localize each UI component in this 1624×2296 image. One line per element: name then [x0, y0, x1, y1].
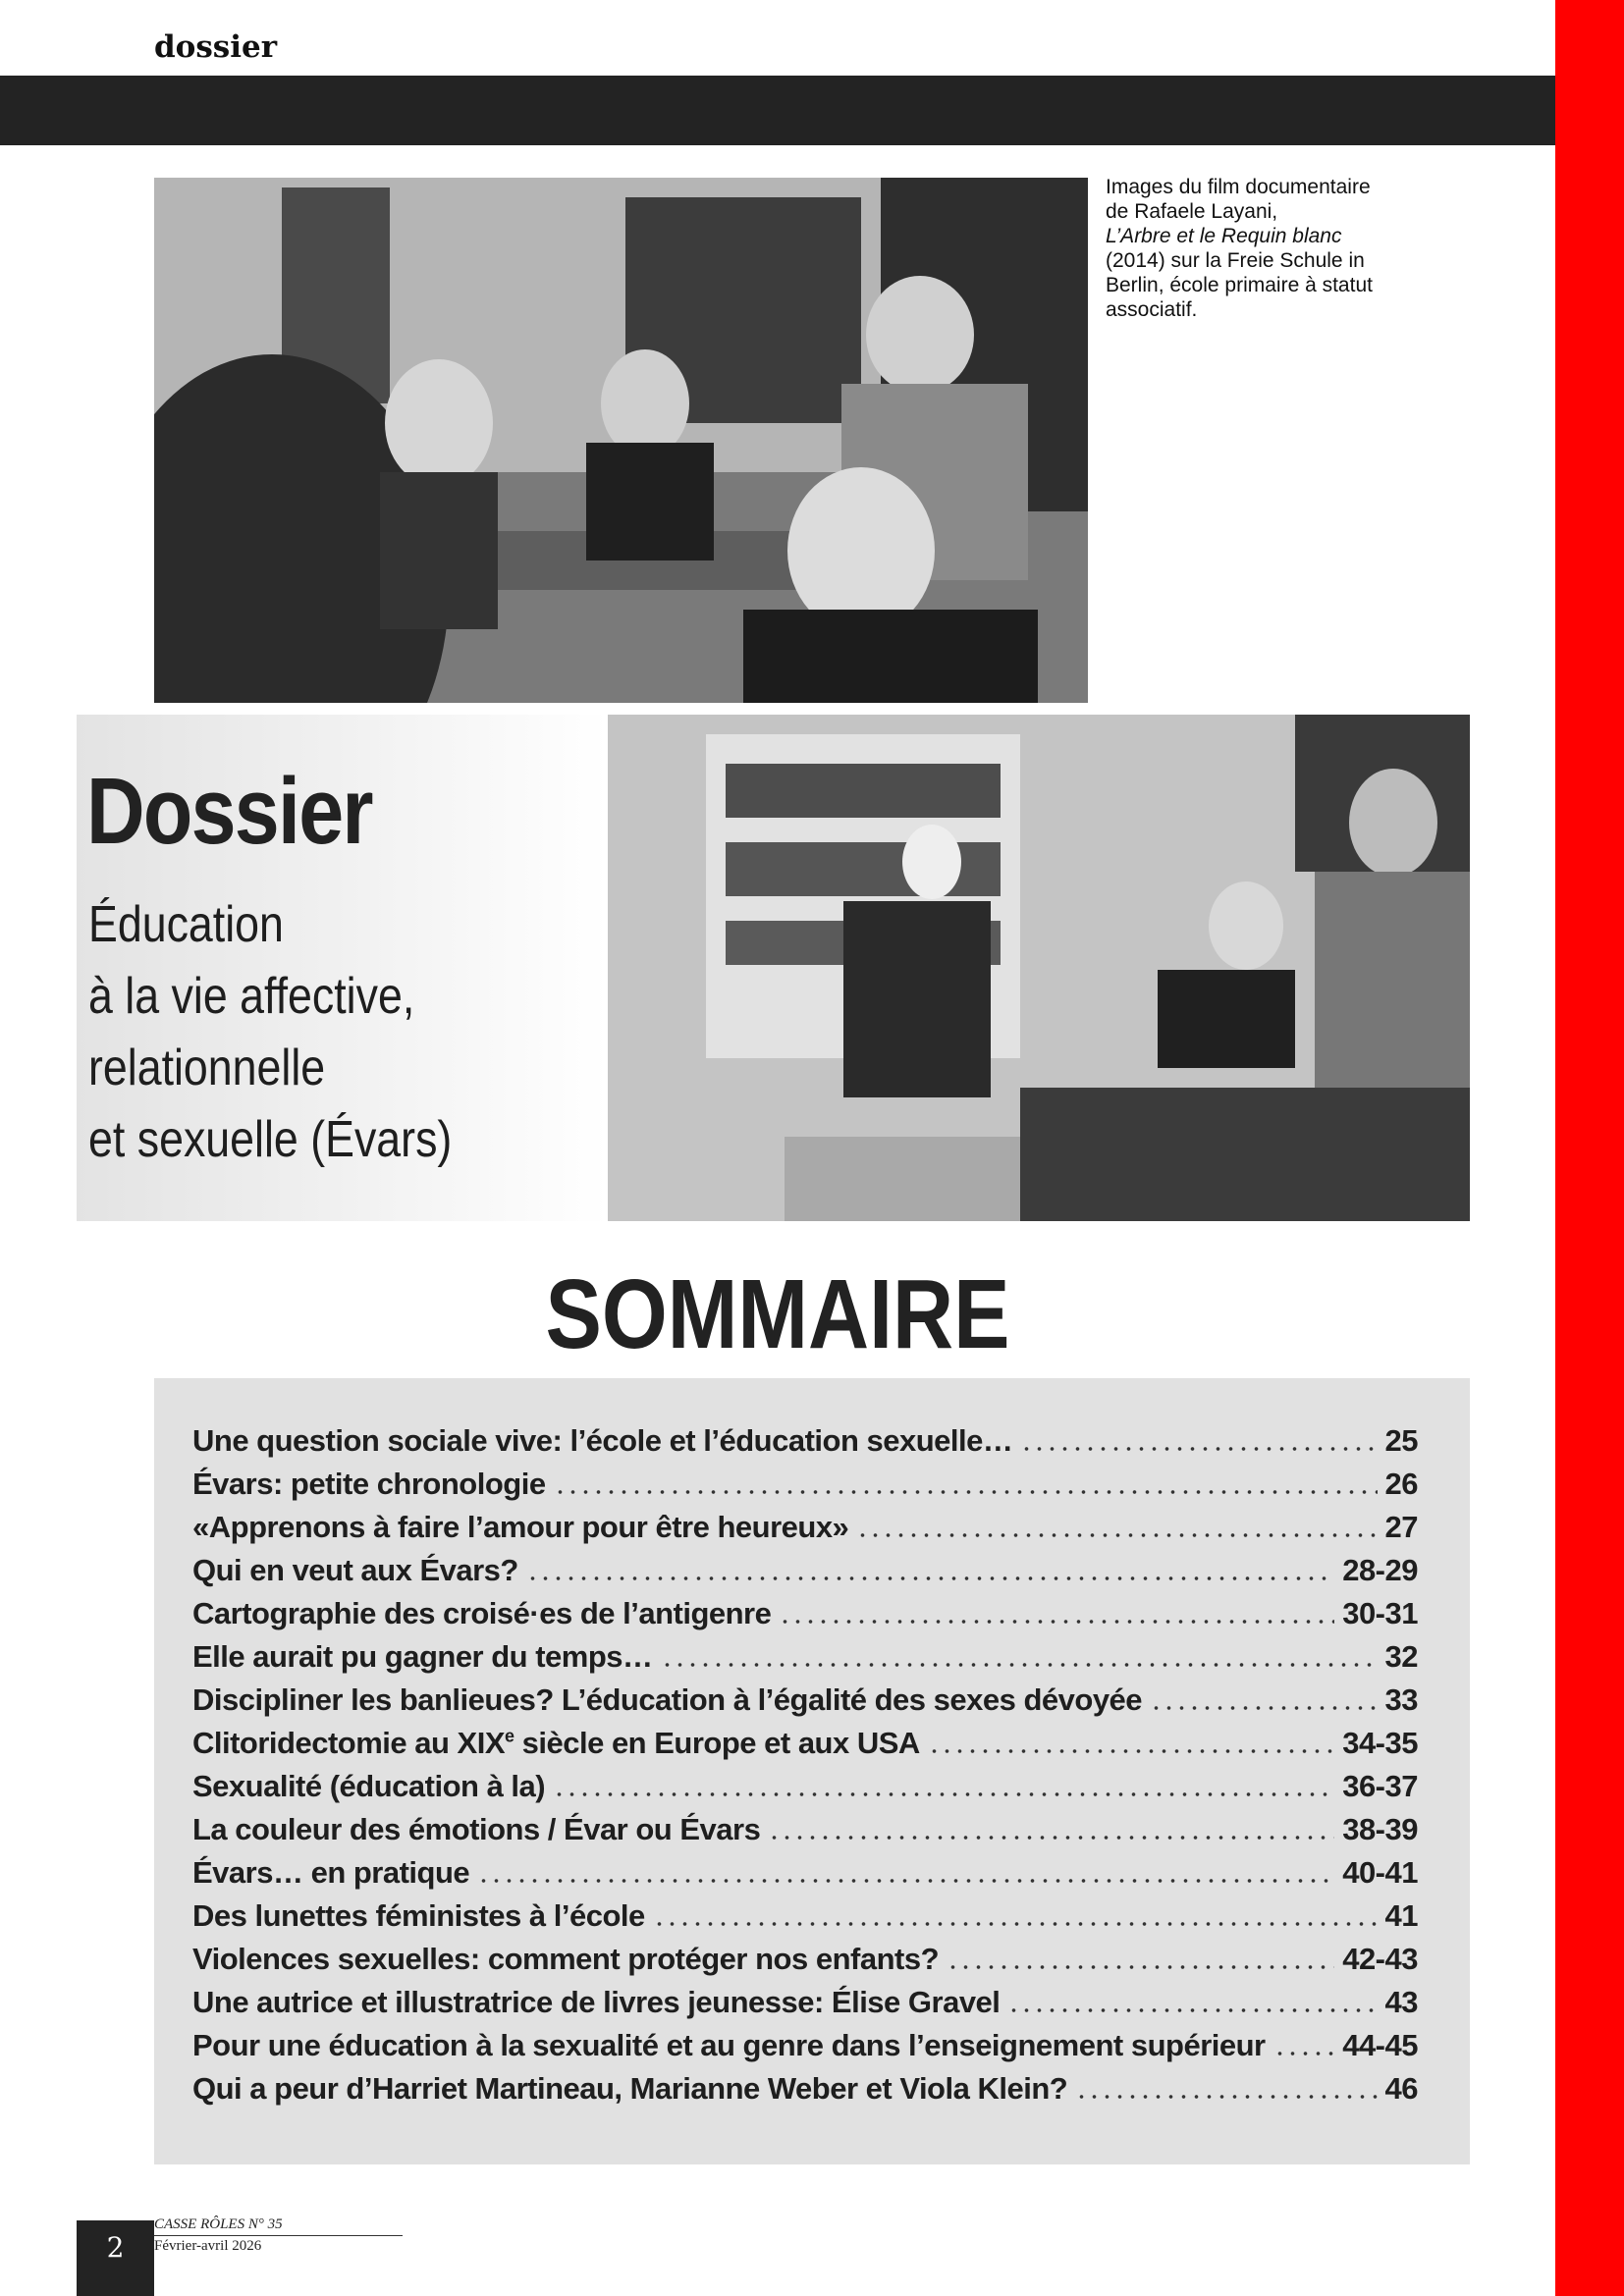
toc-title-part: siècle en Europe et aux USA: [514, 1726, 920, 1760]
toc-entry-page: 40-41: [1342, 1855, 1418, 1890]
subtitle-line: à la vie affective,: [88, 968, 415, 1025]
toc-entry-page: 25: [1384, 1423, 1418, 1458]
toc-leader-dots: [1020, 1447, 1377, 1451]
toc-entry[interactable]: [192, 1769, 1418, 1812]
toc-leader-dots: [779, 1620, 1334, 1624]
toc-entry-page: 44-45: [1342, 2028, 1418, 2062]
toc-leader-dots: [1273, 2052, 1335, 2056]
sommaire-heading: [0, 1258, 1555, 1371]
toc-entry-page: 32: [1384, 1639, 1418, 1674]
toc-entry-title: Des lunettes féministes à l’école: [192, 1898, 645, 1933]
caption-line: de Rafaele Layani,: [1106, 200, 1278, 223]
toc-entry[interactable]: [192, 2028, 1418, 2071]
toc-leader-dots: [661, 1663, 1378, 1667]
toc-entry-title: Qui en veut aux Évars?: [192, 1553, 518, 1587]
toc-title-superscript: e: [505, 1726, 514, 1746]
toc-leader-dots: [554, 1490, 1378, 1494]
toc-entry[interactable]: [192, 1985, 1418, 2028]
footer-magazine-issue: CASSE RÔLES N° 35: [154, 2216, 403, 2236]
toc-entry[interactable]: [192, 1510, 1418, 1553]
toc-entry-title: Discipliner les banlieues? L’éducation à l’égalité des sexes dévoyée: [192, 1682, 1143, 1717]
toc-entry-page: 42-43: [1342, 1942, 1418, 1976]
toc-leader-dots: [768, 1836, 1334, 1840]
table-of-contents: [192, 1423, 1418, 2114]
footer-date: Février-avril 2026: [154, 2238, 262, 2254]
toc-entry-title: Sexualité (éducation à la): [192, 1769, 546, 1803]
toc-entry[interactable]: [192, 1553, 1418, 1596]
toc-entry-title: Évars… en pratique: [192, 1855, 470, 1890]
toc-entry[interactable]: [192, 1726, 1418, 1769]
toc-leader-dots: [856, 1533, 1377, 1537]
subtitle-line: relationnelle: [88, 1040, 326, 1096]
toc-entry-page: 26: [1384, 1467, 1418, 1501]
toc-entry-title: «Apprenons à faire l’amour pour être heureux»: [192, 1510, 849, 1544]
toc-entry-title: Elle aurait pu gagner du temps…: [192, 1639, 653, 1674]
toc-entry-title: Une autrice et illustratrice de livres jeunesse: Élise Gravel: [192, 1985, 1001, 2019]
toc-entry[interactable]: [192, 1467, 1418, 1510]
toc-entry[interactable]: [192, 1855, 1418, 1898]
toc-entry-title: Évars: petite chronologie: [192, 1467, 546, 1501]
toc-leader-dots: [526, 1576, 1334, 1580]
toc-entry[interactable]: [192, 1596, 1418, 1639]
toc-leader-dots: [1007, 2008, 1377, 2012]
subtitle-line: Éducation: [88, 896, 284, 953]
header-band: [0, 76, 1555, 145]
toc-entry[interactable]: [192, 1898, 1418, 1942]
caption-line: associatif.: [1106, 298, 1198, 321]
documentary-photo-library: [608, 715, 1470, 1221]
toc-title-century: XIX: [457, 1726, 506, 1760]
dossier-title: Dossier: [86, 759, 372, 864]
toc-entry-page: 41: [1384, 1898, 1418, 1933]
caption-line: (2014) sur la Freie Schule in: [1106, 249, 1365, 272]
toc-entry-title: Pour une éducation à la sexualité et au genre dans l’enseignement supérieur: [192, 2028, 1266, 2062]
subtitle-line: et sexuelle (Évars): [88, 1111, 453, 1168]
toc-entry-page: 34-35: [1342, 1726, 1418, 1760]
toc-entry-title: [192, 1726, 920, 1761]
dossier-subtitle: [88, 889, 599, 1176]
caption-line: Images du film documentaire: [1106, 176, 1371, 198]
toc-entry[interactable]: [192, 1812, 1418, 1855]
toc-entry-title: Cartographie des croisé·es de l’antigenre: [192, 1596, 772, 1630]
toc-leader-dots: [1075, 2095, 1377, 2099]
toc-entry[interactable]: [192, 1423, 1418, 1467]
caption-line: Berlin, école primaire à statut: [1106, 274, 1373, 296]
toc-entry-page: 28-29: [1342, 1553, 1418, 1587]
toc-leader-dots: [928, 1749, 1334, 1753]
toc-entry-page: 33: [1384, 1682, 1418, 1717]
toc-entry-page: 43: [1384, 1985, 1418, 2019]
toc-entry-page: 30-31: [1342, 1596, 1418, 1630]
sommaire-heading-text: SOMMAIRE: [545, 1259, 1010, 1369]
toc-leader-dots: [653, 1922, 1378, 1926]
page-number: 2: [106, 2231, 125, 2264]
toc-leader-dots: [1150, 1706, 1377, 1710]
toc-entry[interactable]: [192, 1682, 1418, 1726]
toc-entry-page: 27: [1384, 1510, 1418, 1544]
toc-entry[interactable]: [192, 1639, 1418, 1682]
toc-entry-title: Qui a peur d’Harriet Martineau, Marianne Weber et Viola Klein?: [192, 2071, 1068, 2106]
toc-entry-page: 36-37: [1342, 1769, 1418, 1803]
red-side-band: [1555, 0, 1624, 2296]
photo-caption: [1106, 175, 1430, 322]
toc-entry-title: La couleur des émotions / Évar ou Évars: [192, 1812, 761, 1846]
section-label: dossier: [154, 29, 278, 65]
footer-publication: [154, 2216, 403, 2255]
toc-entry-page: 38-39: [1342, 1812, 1418, 1846]
documentary-photo-classroom: [154, 178, 1088, 703]
toc-title-part: Clitoridectomie au: [192, 1726, 458, 1760]
toc-leader-dots: [947, 1965, 1334, 1969]
toc-leader-dots: [553, 1792, 1334, 1796]
toc-entry-page: 46: [1384, 2071, 1418, 2106]
toc-entry[interactable]: [192, 2071, 1418, 2114]
caption-film-title: L’Arbre et le Requin blanc: [1106, 225, 1342, 247]
toc-leader-dots: [477, 1879, 1334, 1883]
toc-entry-title: Une question sociale vive: l’école et l’éducation sexuelle…: [192, 1423, 1013, 1458]
toc-entry-title: Violences sexuelles: comment protéger nos enfants?: [192, 1942, 940, 1976]
toc-entry[interactable]: [192, 1942, 1418, 1985]
